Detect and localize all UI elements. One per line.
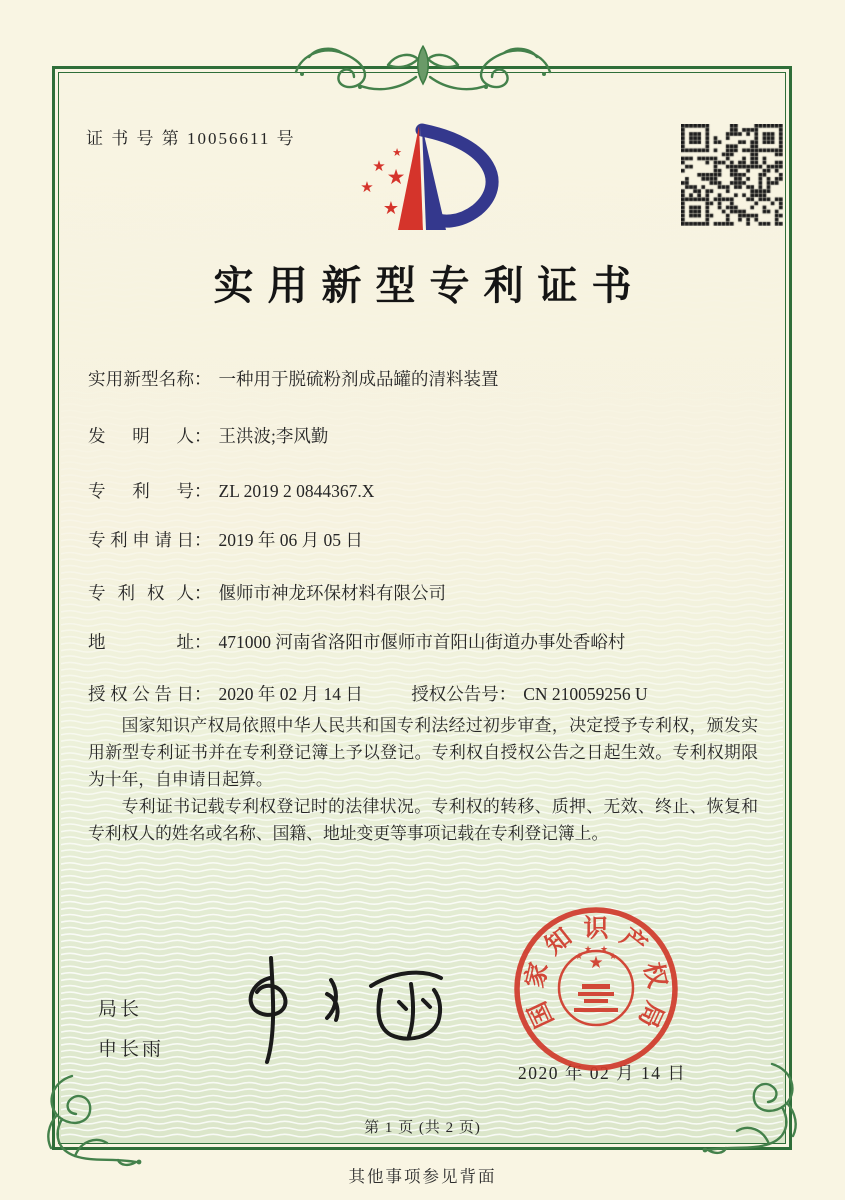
svg-text:★: ★ <box>360 178 374 196</box>
field-row-utility-name <box>88 366 499 391</box>
field-row-inventor <box>88 423 328 448</box>
grant-no-value: CN 210059256 U <box>523 684 648 704</box>
grant-no-group <box>411 684 647 704</box>
seal-char: 家 <box>521 959 554 991</box>
legal-text-block <box>88 712 758 847</box>
field-value: ZL 2019 2 0844367.X <box>218 481 375 501</box>
svg-text:★: ★ <box>372 157 386 175</box>
field-colon: ： <box>194 632 212 652</box>
legal-paragraph-1: 国家知识产权局依照中华人民共和国专利法经过初步审查，决定授予专利权，颁发实用新型专利证书并在专利登记簿上予以登记。专利权自授权公告之日起生效。专利权期限为十年，自申请日起算。 <box>88 716 758 789</box>
field-colon: ： <box>194 684 212 704</box>
seal-char: 国 <box>524 997 560 1032</box>
bottom-right-flourish <box>700 1058 804 1158</box>
svg-text:★: ★ <box>392 146 402 159</box>
field-colon: ： <box>194 583 212 603</box>
grant-no-label: 授权公告号 <box>411 684 499 704</box>
seal-char: 产 <box>615 923 652 961</box>
svg-text:★: ★ <box>382 198 400 219</box>
cnipa-logo <box>340 118 510 238</box>
field-value: 471000 河南省洛阳市偃师市首阳山街道办事处香峪村 <box>218 632 626 652</box>
field-row-filing-date <box>88 527 363 552</box>
field-colon: ： <box>498 684 517 704</box>
field-colon: ： <box>194 369 212 389</box>
svg-text:★: ★ <box>574 952 584 962</box>
svg-text:★: ★ <box>583 945 593 955</box>
back-side-note: 其他事项参见背面 <box>348 1167 497 1186</box>
qr-code <box>681 124 783 226</box>
officer-name: 申长雨 <box>98 1039 165 1060</box>
field-label: 专利号 <box>88 481 194 501</box>
field-row-patentee <box>88 580 446 605</box>
field-value: 王洪波;李风勤 <box>218 426 329 446</box>
seal-date: 2020 年 02 月 14 日 <box>518 1063 687 1083</box>
field-label: 专利权人 <box>88 583 194 603</box>
field-value: 偃师市神龙环保材料有限公司 <box>218 583 446 603</box>
field-colon: ： <box>194 481 212 501</box>
field-label: 专利申请日 <box>88 530 194 550</box>
svg-text:★: ★ <box>599 945 609 955</box>
director-signature <box>215 942 455 1070</box>
top-scrollwork-ornament <box>292 36 554 100</box>
legal-paragraph-2: 专利证书记载专利权登记时的法律状况。专利权的转移、质押、无效、终止、恢复和专利权人的姓名或名称、国籍、地址变更等事项记载在专利登记簿上。 <box>88 797 758 843</box>
grant-date-group <box>88 684 367 704</box>
field-label: 发明人 <box>88 426 194 446</box>
grant-date-label: 授权公告日 <box>88 684 194 704</box>
seal-char: 知 <box>540 923 577 961</box>
certificate-title: 实用新型专利证书 <box>213 263 646 308</box>
field-colon: ： <box>194 530 212 550</box>
svg-text:★: ★ <box>588 953 604 973</box>
seal-char: 权 <box>638 959 671 991</box>
grant-row <box>88 681 648 706</box>
field-colon: ： <box>194 426 212 446</box>
certificate-number: 证 书 号 第 10056611 号 <box>86 129 296 148</box>
field-value: 2019 年 06 月 05 日 <box>218 530 363 550</box>
seal-char: 识 <box>583 915 609 943</box>
field-label: 实用新型名称 <box>88 369 194 389</box>
page-number: 第 1 页 (共 2 页) <box>364 1120 481 1136</box>
svg-text:★: ★ <box>608 952 618 962</box>
field-label: 地址 <box>88 632 194 652</box>
field-value: 一种用于脱硫粉剂成品罐的清料装置 <box>218 369 499 389</box>
cnipa-red-seal <box>503 896 689 1082</box>
svg-text:★: ★ <box>386 165 406 189</box>
field-row-address <box>88 629 625 654</box>
field-row-patent-no <box>88 478 374 503</box>
national-emblem <box>559 945 633 1025</box>
officer-title: 局长 <box>98 999 143 1020</box>
seal-char: 局 <box>632 997 668 1032</box>
grant-date-value: 2020 年 02 月 14 日 <box>218 684 363 704</box>
